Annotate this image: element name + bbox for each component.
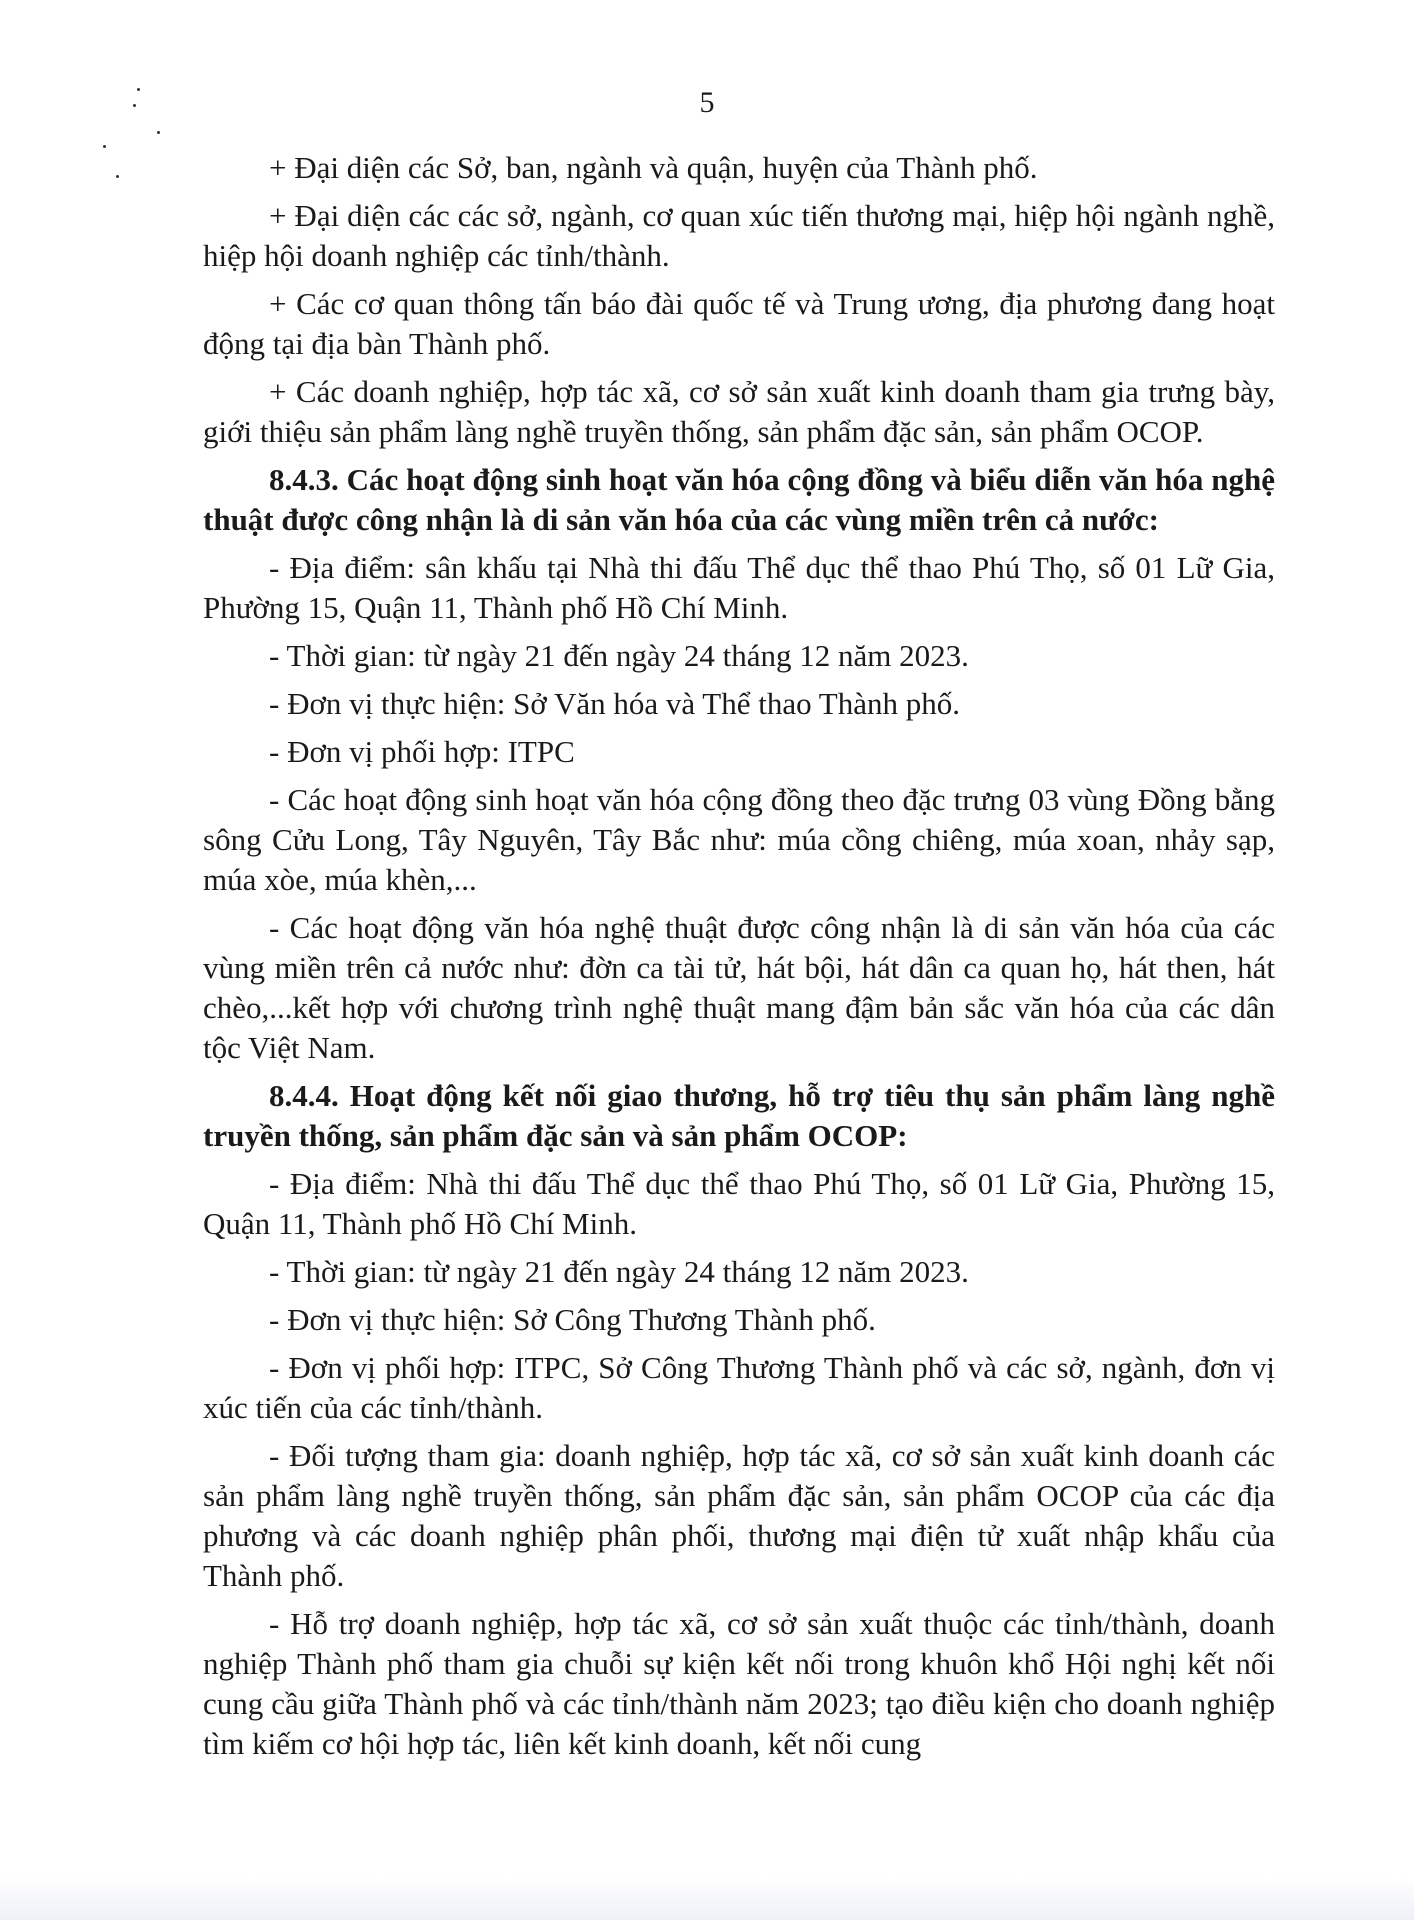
scan-speck [116,175,119,178]
body-paragraph: - Các hoạt động văn hóa nghệ thuật được công nhận là di sản văn hóa của các vùng miền trên cả nước như: đờn ca tài tử, hát bội, hát dân ca quan họ, hát then, hát chèo,...kết hợp với chương trình nghệ thuật mang đậm bản sắc văn hóa của các dân tộc Việt Nam. [203,910,1275,1065]
section-heading: 8.4.4. Hoạt động kết nối giao thương, hỗ trợ tiêu thụ sản phẩm làng nghề truyền thống, sản phẩm đặc sản và sản phẩm OCOP: [203,1078,1275,1153]
body-paragraph: - Đơn vị thực hiện: Sở Văn hóa và Thể thao Thành phố. [269,686,961,721]
scan-edge-noise [0,1878,1414,1920]
body-paragraph: + Các cơ quan thông tấn báo đài quốc tế và Trung ương, địa phương đang hoạt động tại địa bàn Thành phố. [203,286,1275,361]
body-paragraph: - Thời gian: từ ngày 21 đến ngày 24 tháng 12 năm 2023. [269,638,969,673]
body-paragraph: - Đơn vị phối hợp: ITPC [269,734,575,769]
body-paragraph: - Đơn vị phối hợp: ITPC, Sở Công Thương Thành phố và các sở, ngành, đơn vị xúc tiến của các tỉnh/thành. [203,1350,1275,1425]
scan-speck [103,145,106,148]
body-paragraph: - Đối tượng tham gia: doanh nghiệp, hợp tác xã, cơ sở sản xuất kinh doanh các sản phẩm làng nghề truyền thống, sản phẩm đặc sản, sản phẩm OCOP của các địa phương và các doanh nghiệp phân phối, thương mại điện tử xuất nhập khẩu của Thành phố. [203,1438,1275,1593]
body-paragraph: + Các doanh nghiệp, hợp tác xã, cơ sở sản xuất kinh doanh tham gia trưng bày, giới thiệu sản phẩm làng nghề truyền thống, sản phẩm đặc sản, sản phẩm OCOP. [203,374,1275,449]
body-paragraph: - Các hoạt động sinh hoạt văn hóa cộng đồng theo đặc trưng 03 vùng Đồng bằng sông Cửu Long, Tây Nguyên, Tây Bắc như: múa cồng chiêng, múa xoan, nhảy sạp, múa xòe, múa khèn,... [203,782,1275,897]
body-paragraph: - Hỗ trợ doanh nghiệp, hợp tác xã, cơ sở sản xuất thuộc các tỉnh/thành, doanh nghiệp Thành phố tham gia chuỗi sự kiện kết nối trong khuôn khổ Hội nghị kết nối cung cầu giữa Thành phố và các tỉnh/thành năm 2023; tạo điều kiện cho doanh nghiệp tìm kiếm cơ hội hợp tác, liên kết kinh doanh, kết nối cung [203,1606,1275,1761]
body-paragraph: + Đại diện các Sở, ban, ngành và quận, huyện của Thành phố. [269,150,1038,185]
section-heading: 8.4.3. Các hoạt động sinh hoạt văn hóa cộng đồng và biểu diễn văn hóa nghệ thuật được công nhận là di sản văn hóa của các vùng miền trên cả nước: [203,462,1275,537]
document-body [203,148,1275,1772]
body-paragraph: - Địa điểm: sân khấu tại Nhà thi đấu Thể dục thể thao Phú Thọ, số 01 Lữ Gia, Phường 15, Quận 11, Thành phố Hồ Chí Minh. [203,550,1275,625]
body-paragraph: - Địa điểm: Nhà thi đấu Thể dục thể thao Phú Thọ, số 01 Lữ Gia, Phường 15, Quận 11, Thành phố Hồ Chí Minh. [203,1166,1275,1241]
body-paragraph: - Đơn vị thực hiện: Sở Công Thương Thành phố. [269,1302,876,1337]
page-number: 5 [699,86,715,119]
scan-speck [157,131,160,134]
body-paragraph: - Thời gian: từ ngày 21 đến ngày 24 tháng 12 năm 2023. [269,1254,969,1289]
body-paragraph: + Đại diện các các sở, ngành, cơ quan xúc tiến thương mại, hiệp hội ngành nghề, hiệp hội doanh nghiệp các tỉnh/thành. [203,198,1275,273]
